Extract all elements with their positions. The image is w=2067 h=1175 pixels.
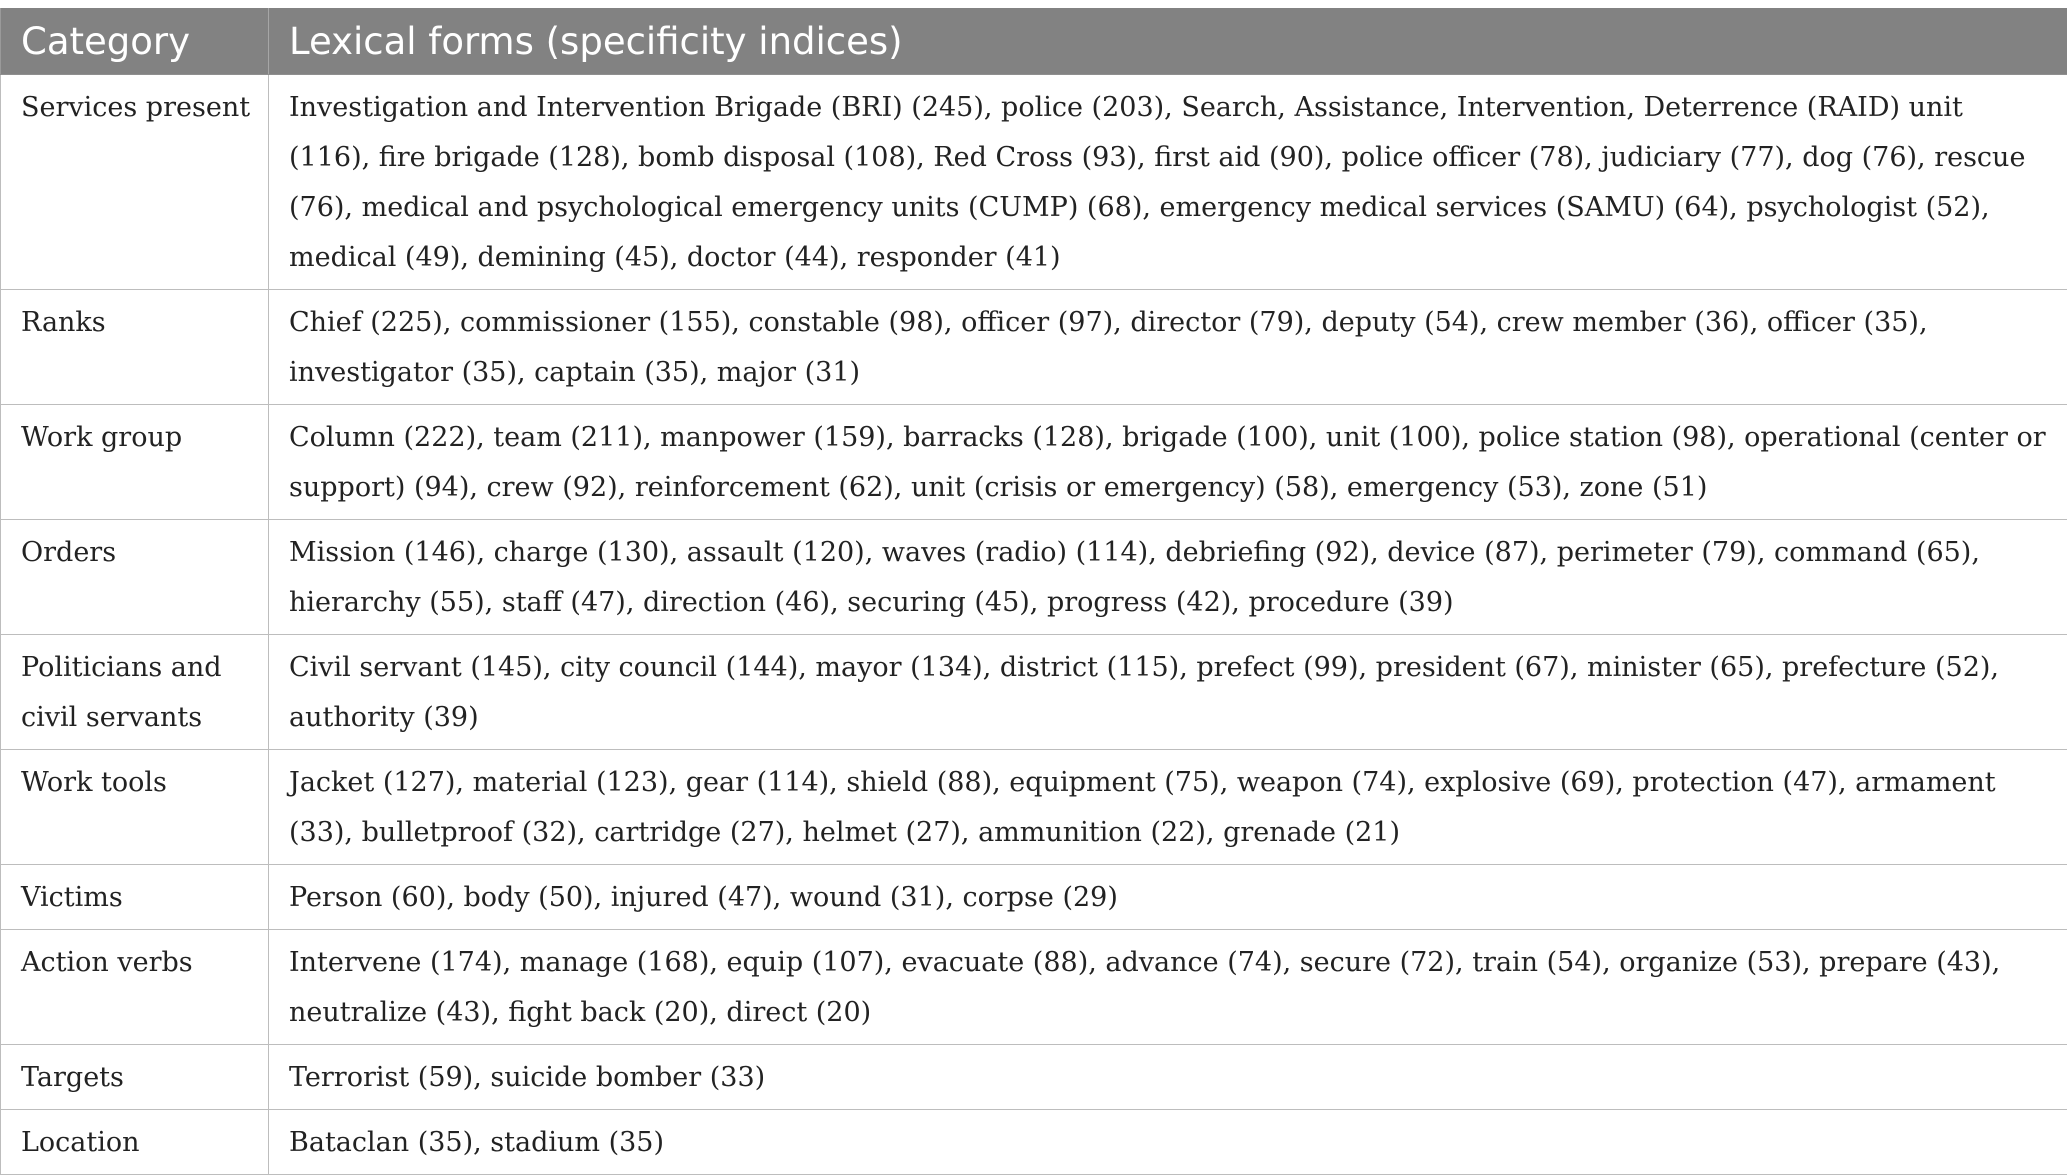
table-row xyxy=(1,865,2067,930)
lexical-forms-cell: Terrorist (59), suicide bomber (33) xyxy=(269,1045,2067,1110)
lexical-forms-cell: Mission (146), charge (130), assault (120), waves (radio) (114), debriefing (92), device (87), perimeter (79), command (65), hierarchy (55), staff (47), direction (46), securing (45), progress (42), procedure (39) xyxy=(269,520,2067,635)
table-row xyxy=(1,1110,2067,1175)
table-row xyxy=(1,405,2067,520)
lexical-forms-cell: Person (60), body (50), injured (47), wound (31), corpse (29) xyxy=(269,865,2067,930)
table-row xyxy=(1,635,2067,750)
lexical-forms-cell: Column (222), team (211), manpower (159), barracks (128), brigade (100), unit (100), police station (98), operational (center or support) (94), crew (92), reinforcement (62), unit (crisis or emergency) (58), emergency (53), zone (51) xyxy=(269,405,2067,520)
lexical-forms-cell: Chief (225), commissioner (155), constable (98), officer (97), director (79), deputy (54), crew member (36), officer (35), investigator (35), captain (35), major (31) xyxy=(269,290,2067,405)
header-lexical-forms: Lexical forms (specificity indices) xyxy=(269,8,2067,75)
table-row xyxy=(1,75,2067,290)
category-cell: Orders xyxy=(1,520,269,635)
category-cell: Work tools xyxy=(1,750,269,865)
category-cell: Targets xyxy=(1,1045,269,1110)
lexical-forms-table xyxy=(0,8,2067,1175)
category-cell: Action verbs xyxy=(1,930,269,1045)
table-row xyxy=(1,520,2067,635)
category-cell: Location xyxy=(1,1110,269,1175)
lexical-forms-cell: Investigation and Intervention Brigade (BRI) (245), police (203), Search, Assistance, Intervention, Deterrence (RAID) unit (116), fire brigade (128), bomb disposal (108), Red Cross (93), first aid (90), police officer (78), judiciary (77), dog (76), rescue (76), medical and psychological emergency units (CUMP) (68), emergency medical services (SAMU) (64), psychologist (52), medical (49), demining (45), doctor (44), responder (41) xyxy=(269,75,2067,290)
table-header xyxy=(1,8,2067,75)
category-cell: Ranks xyxy=(1,290,269,405)
lexical-forms-cell: Bataclan (35), stadium (35) xyxy=(269,1110,2067,1175)
lexical-forms-table-container xyxy=(0,8,2067,1175)
table-row xyxy=(1,1045,2067,1110)
category-cell: Victims xyxy=(1,865,269,930)
table-row xyxy=(1,930,2067,1045)
table-body xyxy=(1,75,2067,1175)
category-cell: Services present xyxy=(1,75,269,290)
header-row xyxy=(1,8,2067,75)
category-cell: Politicians and civil servants xyxy=(1,635,269,750)
lexical-forms-cell: Jacket (127), material (123), gear (114), shield (88), equipment (75), weapon (74), explosive (69), protection (47), armament (33), bulletproof (32), cartridge (27), helmet (27), ammunition (22), grenade (21) xyxy=(269,750,2067,865)
table-row xyxy=(1,750,2067,865)
category-cell: Work group xyxy=(1,405,269,520)
header-category: Category xyxy=(1,8,269,75)
lexical-forms-cell: Civil servant (145), city council (144), mayor (134), district (115), prefect (99), president (67), minister (65), prefecture (52), authority (39) xyxy=(269,635,2067,750)
table-row xyxy=(1,290,2067,405)
lexical-forms-cell: Intervene (174), manage (168), equip (107), evacuate (88), advance (74), secure (72), train (54), organize (53), prepare (43), neutralize (43), fight back (20), direct (20) xyxy=(269,930,2067,1045)
